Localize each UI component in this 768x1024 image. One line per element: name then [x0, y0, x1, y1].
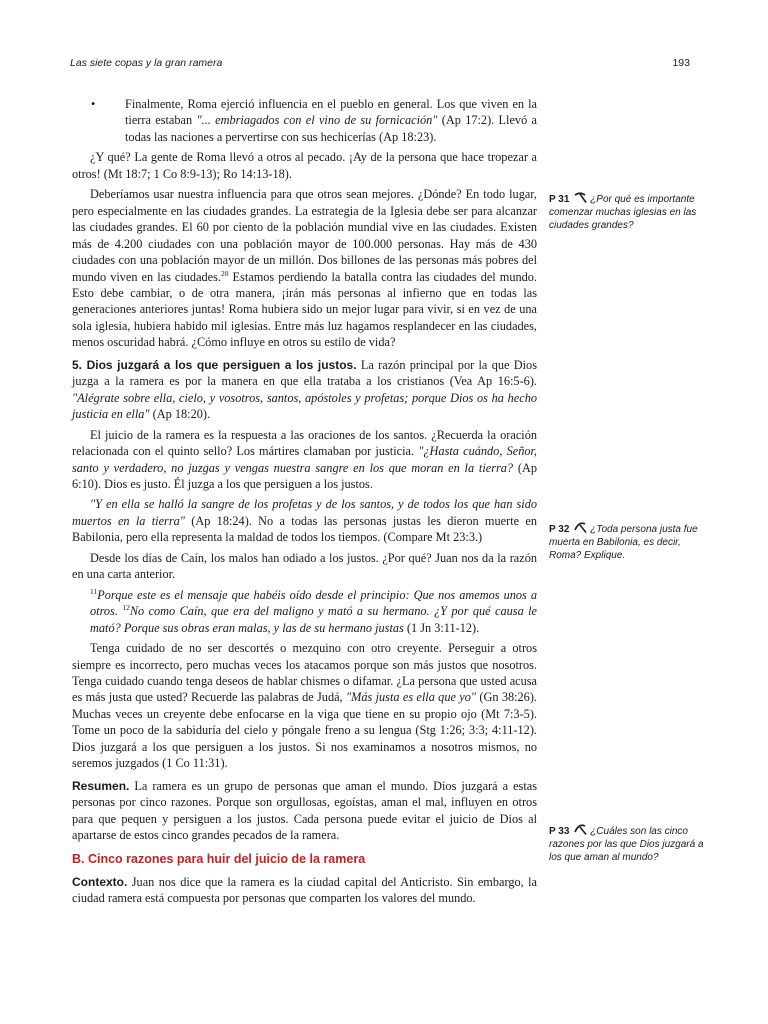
- verse-number: 11: [90, 586, 98, 596]
- page-number: 193: [672, 57, 690, 69]
- resumen-label: Resumen.: [72, 778, 130, 793]
- paragraph-text: (Ap 18:24). No a todas las personas justas les dieron muerte en Babilonia, pero ella representa la maldad de todos los tiempos. (Compare Mt 23:3.): [72, 513, 537, 545]
- verse-number: 12: [122, 603, 130, 613]
- paragraph-text: Estamos perdiendo la batalla contra las ciudades del mundo. Esto debe cambiar, o de otra manera, ¡irán más personas al infierno que en todas las generaciones anteriores juntas! Roma hubiera sido un mejor lugar para vivir, si en vez de una sola iglesia, hubiera habido mil iglesias. Entre más luz hagamos resplandecer en las ciudades, menos oscuridad habrá. ¿Cómo influye en otros su estilo de vida?: [72, 269, 537, 350]
- paragraph-text: La ramera es un grupo de personas que aman el mundo. Dios juzgará a estas personas por cinco razones. Porque son orgullosas, egoístas, aman el mal, influyen en otros para que pequen y persiguen a los justos. Cada persona puede evitar el juicio de Dios al apartarse de estos cinco grandes pecados de la ramera.: [72, 778, 537, 843]
- book-title: Las siete copas y la gran ramera: [70, 57, 223, 69]
- scripture-quote: "Más justa es ella que yo": [345, 690, 477, 705]
- question-label: P 32: [549, 524, 570, 535]
- paragraph-text: (Ap 6:10). Dios es justo. Él juzga a los que persiguen a los justos.: [72, 460, 537, 491]
- paragraph-text: Deberíamos usar nuestra influencia para que otros sean mejores. ¿Dónde? En todo lugar, pero especialmente en las ciudades grandes. La estrategia de la Iglesia debe ser para alcanzar las ciudades grandes. El 60 por ciento de la población mundial vive en las ciudades. Existen más de 4.200 ciudades con una población mayor de 100.000 personas. Hay más de 430 ciudades con una población mayor de un millón. Dos billones de las personas más pobres del mundo viven en las ciudades.: [72, 187, 537, 284]
- footnote-ref: 20: [221, 268, 229, 278]
- paragraph-text: El juicio de la ramera es la respuesta a las oraciones de los santos. ¿Recuerda la oración relacionada con el quinto sello? Los mártires clamaban por justicia.: [72, 427, 537, 459]
- question-label: P 31: [549, 194, 570, 205]
- main-column: [72, 96, 537, 911]
- bullet-text-1: Finalmente, Roma ejerció influencia en el pueblo en general. Los que viven en la tierra estaban: [125, 97, 537, 128]
- side-question-33: [549, 824, 709, 865]
- paragraph-y-que: ¿Y qué? La gente de Roma llevó a otros al pecado. ¡Ay de la persona que hace tropezar a otros! (Mt 18:7; 1 Co 8:9-13); Ro 14:13-18).: [72, 150, 537, 181]
- side-question-32: [549, 522, 709, 563]
- contexto-label: Contexto.: [72, 874, 128, 889]
- side-question-31: [549, 192, 709, 233]
- bullet-text-2: (Ap 17:2). Llevó a todas las naciones a pervertirse con sus hechicerías (Ap 18:23).: [125, 113, 538, 144]
- paragraph-sangre: [72, 496, 537, 545]
- question-text: ¿Cuáles son las cinco razones por las que Dios juzgará a los que aman al mundo?: [549, 826, 704, 864]
- paragraph-deberiamos: [72, 186, 537, 351]
- reference: (1 Jn 3:11-12).: [403, 620, 480, 635]
- running-head: [70, 57, 690, 73]
- point-5-heading: 5. Dios juzgará a los que persiguen a los justos.: [72, 357, 357, 372]
- pickaxe-icon: [574, 192, 587, 203]
- point-5-paragraph: [72, 357, 537, 423]
- bullet-item: [72, 96, 537, 145]
- question-label: P 33: [549, 826, 570, 837]
- bullet-text: [92, 96, 537, 145]
- scripture-quote: "Alégrate sobre ella, cielo, y vosotros, santos, apóstoles y profetas; porque Dios os ha hecho justicia en ella": [72, 390, 537, 422]
- paragraph-text: La razón principal por la que Dios juzga a la ramera es por la manera en que ella trataba a los cristianos (Vea Ap 16:5-6).: [72, 357, 537, 389]
- bullet-quote: "... embriagados con el vino de su fornicación": [196, 113, 438, 128]
- pickaxe-icon: [574, 824, 587, 835]
- paragraph-text: Tenga cuidado de no ser descortés o mezquino con otro creyente. Perseguir a otros siempre es incorrecto, pero muchas veces los atacamos porque son más justos que nosotros. Tenga cuidado cuando tenga deseos de hablar chismes o difamar. ¿La persona que usted acusa es más justa que usted? Recuerde las palabras de Judá,: [72, 641, 537, 705]
- resumen-paragraph: [72, 778, 537, 844]
- scripture-quote: "¿Hasta cuándo, Señor, santo y verdadero, no juzgas y vengas nuestra sangre en los que moran en la tierra?: [72, 444, 537, 475]
- paragraph-juicio: [72, 427, 537, 493]
- question-text: ¿Por qué es importante comenzar muchas iglesias en las ciudades grandes?: [549, 194, 697, 232]
- section-heading-b: B. Cinco razones para huir del juicio de la ramera: [72, 852, 366, 867]
- scripture-quote: Porque este es el mensaje que habéis oído desde el principio: Que nos amemos unos a otros.: [90, 587, 537, 619]
- paragraph-cain: Desde los días de Caín, los malos han odiado a los justos. ¿Por qué? Juan nos da la razón en una carta anterior.: [72, 550, 537, 582]
- block-quote-1-juan: [72, 587, 537, 636]
- pickaxe-icon: [574, 522, 587, 533]
- question-text: ¿Toda persona justa fue muerta en Babilonia, es decir, Roma? Explique.: [549, 524, 698, 562]
- bullet-dot: •: [91, 97, 96, 111]
- scripture-quote: No como Caín, que era del maligno y mató a su hermano. ¿Y por qué causa le mató? Porque sus obras eran malas, y las de su hermano justas: [90, 604, 538, 635]
- contexto-paragraph: [72, 874, 537, 907]
- scripture-quote: "Y en ella se halló la sangre de los profetas y de los santos, y de todos los que han sido muertos en la tierra": [72, 497, 537, 528]
- paragraph-cuidado: [72, 640, 537, 772]
- paragraph-text: (Gn 38:26). Muchas veces un creyente debe enfocarse en la viga que tiene en su propio ojo (Mt 7:3-5). Tome un poco de la sabiduría del cielo y póngale freno a su lengua (Stg 1:26; 3:3; 4:11-12). Dios juzgará a los que persiguen a los justos. Si nos examinamos a nosotros mismos, no seremos juzgados (1 Co 11:31).: [72, 690, 537, 771]
- paragraph-text: (Ap 18:20).: [149, 407, 211, 422]
- paragraph-text: Juan nos dice que la ramera es la ciudad capital del Anticristo. Sin embargo, la ciudad ramera está compuesta por personas que comparten los valores del mundo.: [72, 874, 537, 906]
